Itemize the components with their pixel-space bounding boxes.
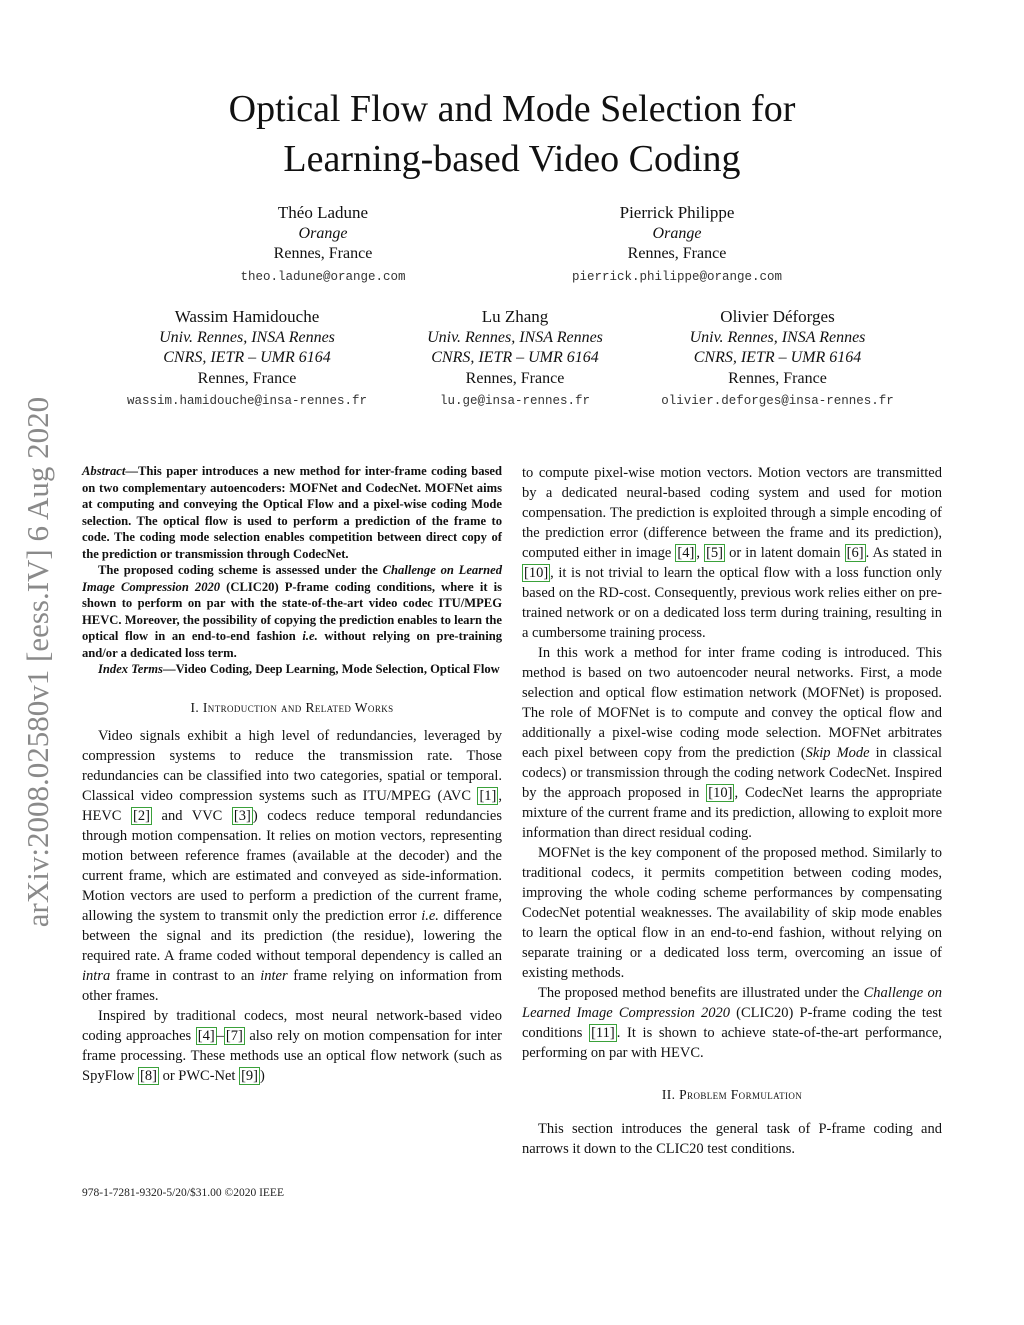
author-email[interactable]: theo.ladune@orange.com <box>240 269 406 284</box>
paper-title <box>112 84 912 184</box>
body-text: frame in contrast to an <box>110 967 261 984</box>
arxiv-stamp: arXiv:2008.02580v1 [eess.IV] 6 Aug 2020 <box>20 396 55 928</box>
author-email[interactable]: pierrick.philippe@orange.com <box>571 269 783 284</box>
body-emphasis: inter <box>260 967 288 984</box>
body-text: ) <box>260 1067 265 1084</box>
body-text: , HEVC <box>82 787 502 824</box>
author-email[interactable]: olivier.deforges@insa-rennes.fr <box>661 394 894 408</box>
abstract-paragraph <box>82 562 502 661</box>
citation-link[interactable]: [6] <box>846 545 864 561</box>
body-text: frame relying on information from other frames. <box>82 967 502 1004</box>
citation-link[interactable]: [9] <box>241 1067 258 1084</box>
author-affiliation: Univ. Rennes, INSA Rennes <box>159 328 335 346</box>
body-paragraph <box>82 726 502 1006</box>
author-affiliation: Orange <box>652 224 702 242</box>
body-text: also rely on motion compensation for inter frame processing. These methods use an optical flow network (such as SpyFlow <box>82 1027 502 1084</box>
body-text: , it is not trivial to learn the optical flow with a loss function only based on the RD-cost. Consequently, previous work relies either on pre-trained network or on a dedicated loss term during training, resulting in a cumbersome training process. <box>522 565 942 641</box>
citation-link[interactable]: [11] <box>591 1025 615 1041</box>
author-block <box>645 307 910 412</box>
abstract-label: Abstract <box>82 464 126 478</box>
abstract-emphasis: i.e. <box>302 629 318 643</box>
body-text: (CLIC20) P-frame coding the test conditions <box>522 1005 943 1041</box>
body-emphasis: intra <box>82 967 111 984</box>
citation-link[interactable]: [10] <box>524 565 549 581</box>
body-text: or in latent domain <box>724 545 845 561</box>
author-location: Rennes, France <box>273 245 373 262</box>
body-paragraph: MOFNet is the key component of the proposed method. Similarly to traditional codecs, it permits competition between coding modes, improving the whole coding scheme performances by compensating CodecNet potential weaknesses. The availability of skip mode enables to learn the optical flow in an end-to-end fashion, without relying on separate training or a dedicated loss term, overcoming an issue of existing methods. <box>522 845 942 981</box>
body-text: to compute pixel-wise motion vectors. Motion vectors are transmitted by a dedicated neural-based coding system and used for motion compensation. The prediction is exploited through a simple encoding of the prediction error (difference between the frame and its prediction), computed either in image <box>522 465 942 561</box>
body-text: or PWC-Net <box>158 1067 240 1084</box>
body-text: . It is shown to achieve state-of-the-art performance, performing on par with HEVC. <box>522 1025 942 1061</box>
body-emphasis: i.e. <box>421 907 439 924</box>
body-text: , CodecNet learns the appropriate mixture of the current frame and its prediction, allowing to exploit more information than direct residual coding. <box>522 785 942 841</box>
left-column <box>82 463 502 1086</box>
index-terms <box>82 661 502 678</box>
author-location: Rennes, France <box>728 369 827 387</box>
abstract-text: —This paper introduces a new method for inter-frame coding based on two complementary autoencoders: MOFNet and CodecNet. MOFNet aims at computing and conveying the Optical Flow and a pixel-wise coding Mode selection. The optical flow is used to perform a prediction of the frame to code. The coding mode selection enables competition between direct copy of the prediction or transmission through CodecNet. <box>82 464 502 561</box>
citation-link[interactable]: [1] <box>479 787 497 804</box>
section-heading: II. Problem Formulation <box>661 1087 803 1102</box>
abstract-text: The proposed coding scheme is assessed under the <box>98 563 383 577</box>
author-affiliation: CNRS, IETR – UMR 6164 <box>431 349 599 366</box>
author-affiliation: Univ. Rennes, INSA Rennes <box>427 328 603 346</box>
body-text: . As stated in <box>865 545 942 561</box>
body-text: ) codecs reduce temporal redundancies through motion compensation. It relies on motion vectors, representing motion between reference frames (available at the decoder) and the current frame, which are estimated and conveyed as side-information. Motion vectors are used to perform a prediction of the current frame, allowing the system to transmit only the prediction error <box>82 807 502 924</box>
body-text: – <box>216 1027 224 1044</box>
author-block <box>112 307 382 412</box>
index-terms-text: —Video Coding, Deep Learning, Mode Selection, Optical Flow <box>162 662 500 676</box>
author-location: Rennes, France <box>465 369 565 387</box>
index-terms-label: Index Terms <box>98 662 163 676</box>
author-name: Théo Ladune <box>277 203 369 222</box>
author-email[interactable]: wassim.hamidouche@insa-rennes.fr <box>126 394 368 408</box>
body-text: in classical codecs) or transmission through the coding network CodecNet. Inspired by the approach proposed in <box>522 745 942 801</box>
section-heading: I. Introduction and Related Works <box>190 699 394 715</box>
author-block <box>400 307 630 412</box>
citation-link[interactable]: [4] <box>677 545 695 561</box>
body-text: , <box>696 545 705 561</box>
citation-link[interactable]: [10] <box>708 785 733 801</box>
body-paragraph <box>522 983 942 1063</box>
body-text: and VVC <box>151 807 232 824</box>
author-affiliation: CNRS, IETR – UMR 6164 <box>693 349 862 366</box>
citation-link[interactable]: [8] <box>140 1067 157 1084</box>
body-text: The proposed method benefits are illustrated under the <box>538 985 864 1001</box>
body-text: In this work a method for inter frame coding is introduced. This method is based on two autoencoder neural networks. First, a mode selection and optical flow estimation network (MOFNet) is proposed. The role of MOFNet is to compute and convey the optical flow and additionally a pixel-wise coding mode selection. MOFNet arbitrates each pixel between copy from the prediction ( <box>522 645 942 761</box>
body-emphasis: Challenge on Learned Image Compression 2020 <box>522 985 942 1021</box>
body-paragraph <box>522 643 942 843</box>
title-line-2: Learning-based Video Coding <box>283 138 741 180</box>
author-location: Rennes, France <box>627 245 727 262</box>
author-name: Wassim Hamidouche <box>174 307 320 326</box>
right-column <box>522 463 942 1159</box>
body-text: Inspired by traditional codecs, most neural network-based video coding approaches <box>82 1007 502 1044</box>
abstract-emphasis: Challenge on Learned Image Compression 2020 <box>82 563 502 594</box>
citation-link[interactable]: [2] <box>133 807 150 824</box>
body-paragraph <box>82 1006 502 1086</box>
author-affiliation: Orange <box>298 224 348 242</box>
author-affiliation: Univ. Rennes, INSA Rennes <box>689 328 866 346</box>
body-emphasis: Skip Mode <box>805 745 870 761</box>
author-email[interactable]: lu.ge@insa-rennes.fr <box>439 394 591 408</box>
abstract-text: (CLIC20) P-frame coding conditions, where it is shown to perform on par with the state-of-the-art video codec ITU/MPEG HEVC. Moreover, the possibility of copying the prediction enables to learn the optical flow in an end-to-end fashion <box>82 579 503 643</box>
author-location: Rennes, France <box>197 369 297 387</box>
author-name: Pierrick Philippe <box>619 203 735 222</box>
copyright-footnote: 978-1-7281-9320-5/20/$31.00 ©2020 IEEE <box>82 1187 284 1199</box>
citation-link[interactable]: [5] <box>706 545 723 561</box>
body-text: Video signals exhibit a high level of redundancies, leveraged by compression systems to reduce the transmission rate. Those redundancies can be classified into two categories, spatial or temporal. Classical video compression systems such as ITU/MPEG (AVC <box>82 727 502 804</box>
abstract-paragraph <box>82 463 502 562</box>
author-name: Lu Zhang <box>481 307 549 326</box>
author-name: Olivier Déforges <box>720 307 835 326</box>
abstract-text: without relying on pre-training and/or a dedicated loss term. <box>82 629 502 660</box>
author-block <box>527 203 827 287</box>
citation-link[interactable]: [7] <box>225 1027 243 1044</box>
author-block <box>223 203 423 287</box>
body-paragraph <box>522 463 942 643</box>
title-line-1: Optical Flow and Mode Selection for <box>228 88 796 130</box>
body-paragraph: This section introduces the general task of P-frame coding and narrows it down to the CLIC20 test conditions. <box>522 1121 942 1157</box>
body-text: difference between the signal and its prediction (the residue), lowering the required rate. A frame coded without temporal dependency is called an <box>82 907 502 964</box>
author-affiliation: CNRS, IETR – UMR 6164 <box>163 349 331 366</box>
citation-link[interactable]: [3] <box>233 807 251 824</box>
citation-link[interactable]: [4] <box>197 1027 215 1044</box>
